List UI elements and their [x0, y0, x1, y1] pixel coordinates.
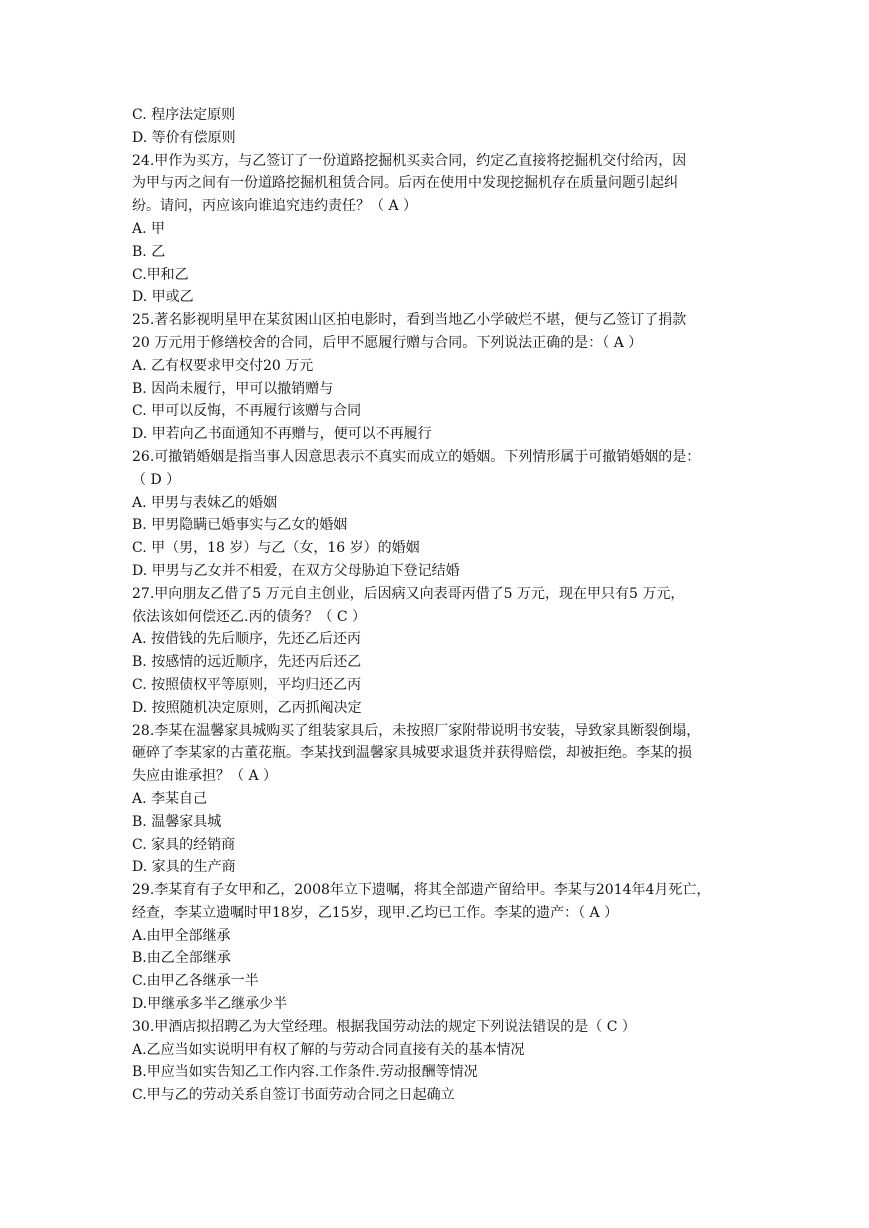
question-25-text: 25.著名影视明星甲在某贫困山区拍电影时，看到当地乙小学破烂不堪，便与乙签订了捐款: [132, 312, 687, 329]
text-line: D. 等价有偿原则: [132, 129, 236, 146]
question-30-text: 30.甲酒店拟招聘乙为大堂经理。根据我国劳动法的规定下列说法错误的是（ C ）: [132, 1018, 636, 1035]
text-line: C. 程序法定原则: [132, 107, 236, 123]
option-line: D.甲继承多半乙继承少半: [132, 996, 288, 1013]
option-line: A. 按借钱的先后顺序，先还乙后还丙: [132, 631, 362, 648]
option-line: B.由乙全部继承: [132, 950, 231, 967]
option-line: A. 李某自己: [132, 790, 208, 807]
option-line: C. 按照债权平等原则，平均归还乙丙: [132, 676, 362, 693]
question-27-text: 27.甲向朋友乙借了5 万元自主创业，后因病又向表哥丙借了5 万元，现在甲只有5 万元，: [132, 585, 685, 602]
option-line: D. 甲男与乙女并不相爱，在双方父母胁迫下登记结婚: [132, 562, 460, 579]
option-line: A.由甲全部继承: [132, 927, 231, 944]
text-line: （ D ）: [132, 471, 181, 488]
option-line: C.甲与乙的劳动关系自签订书面劳动合同之日起确立: [132, 1087, 455, 1104]
option-line: D. 家具的生产商: [132, 859, 236, 876]
option-line: C. 家具的经销商: [132, 836, 236, 853]
option-line: A. 甲: [132, 220, 166, 237]
text-line: 失应由谁承担？（ A ）: [132, 768, 278, 785]
document-page: [132, 104, 744, 1107]
option-line: B.甲应当如实告知乙工作内容.工作条件.劳动报酬等情况: [132, 1064, 478, 1081]
question-26-text: 26.可撤销婚姻是指当事人因意思表示不真实而成立的婚姻。下列情形属于可撤销婚姻的是：: [132, 448, 701, 465]
option-line: A.乙应当如实说明甲有权了解的与劳动合同直接有关的基本情况: [132, 1041, 525, 1058]
option-line: D. 甲或乙: [132, 289, 194, 306]
text-line: 20 万元用于修缮校舍的合同，后甲不愿履行赠与合同。下列说法正确的是：（ A ）: [132, 334, 643, 351]
option-line: B. 乙: [132, 243, 166, 260]
option-line: D. 按照随机决定原则，乙丙抓阄决定: [132, 699, 362, 716]
option-line: B. 温馨家具城: [132, 813, 222, 830]
text-line: 砸碎了李某家的古董花瓶。李某找到温馨家具城要求退货并获得赔偿，却被拒绝。李某的损: [132, 745, 692, 762]
option-line: B. 因尚未履行，甲可以撤销赠与: [132, 380, 334, 397]
text-line: 依法该如何偿还乙.丙的债务？（ C ）: [132, 608, 367, 625]
option-line: C.甲和乙: [132, 266, 189, 283]
option-line: C. 甲可以反悔，不再履行该赠与合同: [132, 403, 362, 420]
question-28-text: 28.李某在温馨家具城购买了组装家具后，未按照厂家附带说明书安装，导致家具断裂倒塌，: [132, 722, 701, 739]
option-line: D. 甲若向乙书面通知不再赠与，便可以不再履行: [132, 426, 432, 443]
question-29-text: 29.李某育有子女甲和乙，2008年立下遗嘱，将其全部遗产留给甲。李某与2014年4月死亡，: [132, 882, 711, 899]
option-line: A. 甲男与表妹乙的婚姻: [132, 494, 278, 511]
text-line: 纷。请问，丙应该向谁追究违约责任？（ A ）: [132, 198, 418, 215]
option-line: B. 甲男隐瞒已婚事实与乙女的婚姻: [132, 517, 348, 534]
option-line: C. 甲（男，18 岁）与乙（女，16 岁）的婚姻: [132, 540, 420, 557]
option-line: A. 乙有权要求甲交付20 万元: [132, 357, 314, 374]
text-line: 为甲与丙之间有一份道路挖掘机租赁合同。后丙在使用中发现挖掘机存在质量问题引起纠: [132, 175, 678, 192]
text-line: 经查，李某立遗嘱时甲18岁，乙15岁，现甲.乙均已工作。李某的遗产：（ A ）: [132, 904, 619, 921]
option-line: B. 按感情的远近顺序，先还丙后还乙: [132, 654, 362, 671]
question-24-text: 24.甲作为买方，与乙签订了一份道路挖掘机买卖合同，约定乙直接将挖掘机交付给丙，因: [132, 152, 687, 169]
option-line: C.由甲乙各继承一半: [132, 973, 259, 990]
